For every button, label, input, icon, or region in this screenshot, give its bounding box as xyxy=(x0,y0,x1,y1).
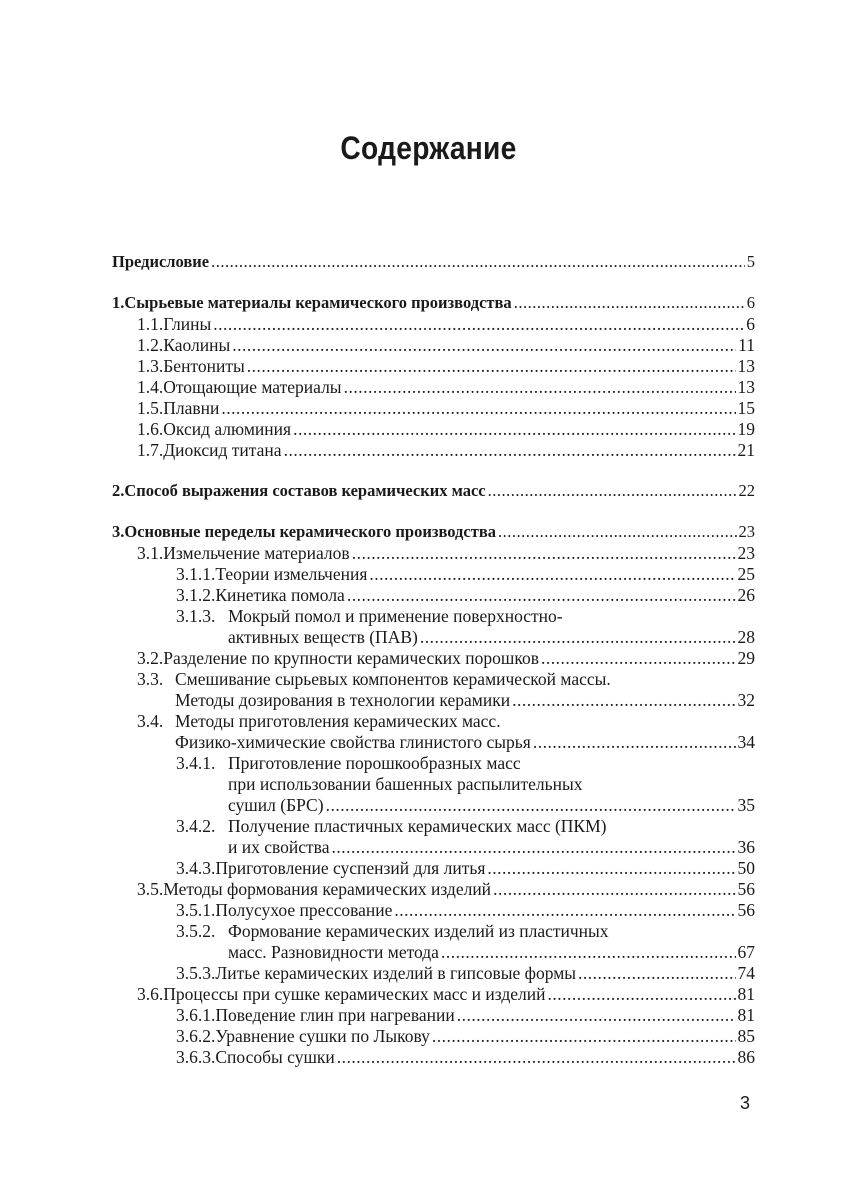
toc-entry-3-5-2-first-line[interactable] xyxy=(176,920,609,942)
toc-entry-title: Предисловие xyxy=(112,252,210,271)
toc-entry-preface[interactable] xyxy=(112,251,755,273)
toc-page-number: 34 xyxy=(737,732,755,752)
toc-leader-dots xyxy=(541,647,736,669)
toc-entry-3-6-1[interactable] xyxy=(176,1004,755,1026)
toc-entry-title: Отощающие материалы xyxy=(163,377,342,397)
toc-leader-dots xyxy=(533,731,736,753)
toc-entry-3-5[interactable] xyxy=(137,878,755,900)
toc-entry-title: Измельчение материалов xyxy=(163,543,350,563)
toc-entry-title: Оксид алюминия xyxy=(163,419,292,439)
toc-entry-3-1-2[interactable] xyxy=(176,584,755,606)
toc-entry-title: Кинетика помола xyxy=(215,585,345,605)
toc-page-number: 56 xyxy=(737,900,755,920)
toc-leader-dots xyxy=(394,899,735,921)
toc-entry-title: Уравнение сушки по Лыкову xyxy=(215,1026,430,1046)
toc-entry-title-line1: Формование керамических изделий из пластичных xyxy=(228,921,609,941)
toc-entry-1-5[interactable] xyxy=(137,397,755,419)
toc-entry-number: 3.1.3. xyxy=(176,606,216,626)
toc-entry-title: Литье керамических изделий в гипсовые формы xyxy=(215,963,577,983)
toc-entry-title: Процессы при сушке керамических масс и изделий xyxy=(163,984,546,1004)
toc-leader-dots xyxy=(578,962,735,984)
toc-leader-dots xyxy=(293,418,735,440)
toc-entry-1-6[interactable] xyxy=(137,418,755,440)
toc-leader-dots xyxy=(337,1046,736,1068)
toc-entry-number: 1. xyxy=(112,293,125,312)
toc-entry-title: масс. Разновидности метода xyxy=(228,942,439,962)
toc-leader-dots xyxy=(432,1025,736,1047)
toc-entry-title: Каолины xyxy=(163,335,231,355)
page-number: 3 xyxy=(740,1093,751,1113)
toc-entry-number: 3.3. xyxy=(137,669,164,689)
toc-entry-3-3[interactable] xyxy=(175,689,755,711)
toc-entry-title-line1: Методы приготовления керамических масс. xyxy=(175,711,501,731)
toc-page-number: 85 xyxy=(737,1026,755,1046)
toc-leader-dots xyxy=(331,836,735,858)
toc-entry-3-6-2[interactable] xyxy=(176,1025,755,1047)
toc-entry-number: 1.3. xyxy=(137,356,164,376)
toc-page-number: 23 xyxy=(737,543,755,563)
toc-entry-title: Разделение по крупности керамических порошков xyxy=(163,648,539,668)
toc-entry-3-1-3-first-line[interactable] xyxy=(176,605,563,627)
toc-entry-number: 1.2. xyxy=(137,335,164,355)
toc-entry-number: 3.5.2. xyxy=(176,921,216,941)
toc-page-number: 50 xyxy=(737,858,755,878)
toc-entry-3-6-3[interactable] xyxy=(176,1046,755,1068)
toc-entry-title: Методы дозирования в технологии керамики xyxy=(175,690,511,710)
toc-entry-number: 3.5.3. xyxy=(176,963,216,983)
toc-entry-3-4[interactable] xyxy=(175,731,755,753)
toc-entry-3-1-3[interactable] xyxy=(228,626,755,648)
toc-leader-dots xyxy=(420,626,736,648)
toc-entry-3-2[interactable] xyxy=(137,647,755,669)
toc-page-number: 32 xyxy=(737,690,755,710)
toc-entry-1-4[interactable] xyxy=(137,376,755,398)
page-title: Содержание xyxy=(340,130,517,166)
toc-entry-number: 1.1. xyxy=(137,314,164,334)
toc-leader-dots xyxy=(344,376,736,398)
toc-page-number: 21 xyxy=(737,440,755,460)
toc-entry-3-5-1[interactable] xyxy=(176,899,755,921)
toc-leader-dots xyxy=(221,397,735,419)
toc-page-number: 28 xyxy=(737,627,755,647)
toc-page-number: 25 xyxy=(737,564,755,584)
toc-page-number: 6 xyxy=(746,293,755,312)
toc-page-number: 81 xyxy=(737,984,755,1004)
toc-entry-title: Полусухое прессование xyxy=(215,900,393,920)
toc-leader-dots xyxy=(512,689,735,711)
toc-entry-number: 1.4. xyxy=(137,377,164,397)
toc-entry-number: 3.1. xyxy=(137,543,164,563)
toc-leader-dots xyxy=(487,857,735,879)
toc-entry-title: Сырьевые материалы керамического производства xyxy=(124,293,512,312)
toc-leader-dots xyxy=(213,313,744,335)
toc-entry-title: Физико-химические свойства глинистого сырья xyxy=(175,732,531,752)
toc-entry-number: 3.5. xyxy=(137,879,164,899)
toc-entry-title: Способ выражения составов керамических масс xyxy=(124,481,486,500)
toc-entry-3-1[interactable] xyxy=(137,542,755,564)
toc-page-number: 67 xyxy=(737,942,755,962)
toc-entry-1-2[interactable] xyxy=(137,334,755,356)
toc-entry-chapter-3[interactable] xyxy=(112,521,755,543)
toc-entry-1-3[interactable] xyxy=(137,355,755,377)
toc-entry-title: Приготовление суспензий для литья xyxy=(215,858,486,878)
toc-page-number: 23 xyxy=(738,522,755,541)
toc-leader-dots xyxy=(547,983,735,1005)
toc-entry-title: Поведение глин при нагревании xyxy=(215,1005,455,1025)
toc-entry-3-4-2[interactable] xyxy=(228,836,755,858)
toc-entry-chapter-2[interactable] xyxy=(112,480,755,502)
toc-entry-1-1[interactable] xyxy=(137,313,755,335)
toc-page-number: 6 xyxy=(746,314,755,334)
toc-entry-title: Методы формования керамических изделий xyxy=(163,879,492,899)
toc-entry-1-7[interactable] xyxy=(137,439,755,461)
toc-entry-3-4-first-line[interactable] xyxy=(137,710,501,732)
toc-entry-title-line1: Мокрый помол и применение поверхностно- xyxy=(228,606,563,626)
toc-entry-number: 1.7. xyxy=(137,440,164,460)
toc-entry-number: 1.6. xyxy=(137,419,164,439)
toc-entry-title-line1: Смешивание сырьевых компонентов керамической массы. xyxy=(175,669,611,689)
toc-entry-title-line2: при использовании башенных распылительных xyxy=(228,774,583,794)
toc-page-number: 56 xyxy=(737,879,755,899)
toc-entry-number: 3.1.2. xyxy=(176,585,216,605)
toc-leader-dots xyxy=(457,1004,736,1026)
toc-leader-dots xyxy=(498,521,737,543)
toc-entry-title-line1: Приготовление порошкообразных масс xyxy=(228,753,521,773)
toc-page-number: 19 xyxy=(737,419,755,439)
toc-entry-title: Теории измельчения xyxy=(215,564,368,584)
toc-entry-number: 3.6.1. xyxy=(176,1005,216,1025)
toc-entry-number: 3.6. xyxy=(137,984,164,1004)
toc-entry-3-4-3[interactable] xyxy=(176,857,755,879)
toc-entry-title: Бентониты xyxy=(163,356,245,376)
toc-entry-3-3-first-line[interactable] xyxy=(137,668,611,690)
toc-leader-dots xyxy=(441,941,736,963)
toc-entry-number: 3.4.3. xyxy=(176,858,216,878)
toc-leader-dots xyxy=(493,878,735,900)
toc-entry-number: 3. xyxy=(112,522,125,541)
toc-page-number: 36 xyxy=(737,837,755,857)
toc-page-number: 13 xyxy=(737,377,755,397)
toc-leader-dots xyxy=(247,355,736,377)
toc-entry-title: и их свойства xyxy=(228,837,330,857)
toc-page-number: 86 xyxy=(737,1047,755,1067)
toc-entry-title: сушил (БРС) xyxy=(228,795,324,815)
toc-entry-number: 2. xyxy=(112,481,125,500)
toc-entry-3-1-1[interactable] xyxy=(176,563,755,585)
toc-entry-3-4-1[interactable] xyxy=(228,794,755,816)
toc-entry-title: Способы сушки xyxy=(215,1047,335,1067)
toc-page-number: 26 xyxy=(737,585,755,605)
toc-entry-title: Диоксид титана xyxy=(163,440,282,460)
toc-entry-title: активных веществ (ПАВ) xyxy=(228,627,418,647)
toc-entry-3-4-1-first-line[interactable] xyxy=(176,752,521,774)
toc-page-number: 22 xyxy=(738,481,755,500)
toc-entry-number: 3.6.2. xyxy=(176,1026,216,1046)
toc-entry-3-4-1-second-line[interactable] xyxy=(228,773,582,795)
toc-entry-3-6[interactable] xyxy=(137,983,755,1005)
toc-entry-chapter-1[interactable] xyxy=(112,292,755,314)
toc-leader-dots xyxy=(369,563,735,585)
toc-page-number: 11 xyxy=(738,335,755,355)
toc-entry-3-5-3[interactable] xyxy=(176,962,755,984)
toc-page-number: 74 xyxy=(737,963,755,983)
toc-leader-dots xyxy=(326,794,736,816)
toc-entry-title: Плавни xyxy=(163,398,220,418)
toc-leader-dots xyxy=(514,292,745,314)
toc-entry-number: 3.5.1. xyxy=(176,900,216,920)
toc-entry-title: Глины xyxy=(163,314,212,334)
toc-leader-dots xyxy=(232,334,736,356)
toc-entry-3-5-2[interactable] xyxy=(228,941,755,963)
toc-entry-number: 3.4. xyxy=(137,711,164,731)
toc-entry-title-line1: Получение пластичных керамических масс (ПКМ) xyxy=(228,816,607,836)
toc-entry-3-4-2-first-line[interactable] xyxy=(176,815,607,837)
toc-page-number: 15 xyxy=(737,398,755,418)
toc-page-number: 29 xyxy=(737,648,755,668)
toc-leader-dots xyxy=(488,480,737,502)
toc-leader-dots xyxy=(347,584,736,606)
toc-leader-dots xyxy=(284,439,736,461)
toc-page-number: 35 xyxy=(737,795,755,815)
toc-leader-dots xyxy=(352,542,736,564)
toc-leader-dots xyxy=(211,251,745,273)
toc-entry-number: 3.4.2. xyxy=(176,816,216,836)
toc-entry-number: 3.6.3. xyxy=(176,1047,216,1067)
toc-page-number: 13 xyxy=(737,356,755,376)
toc-page-number: 81 xyxy=(737,1005,755,1025)
toc-entry-number: 3.1.1. xyxy=(176,564,216,584)
toc-page-number: 5 xyxy=(746,252,755,271)
toc-entry-title: Основные переделы керамического производства xyxy=(124,522,496,541)
toc-entry-number: 3.4.1. xyxy=(176,753,216,773)
toc-entry-number: 1.5. xyxy=(137,398,164,418)
toc-entry-number: 3.2. xyxy=(137,648,164,668)
